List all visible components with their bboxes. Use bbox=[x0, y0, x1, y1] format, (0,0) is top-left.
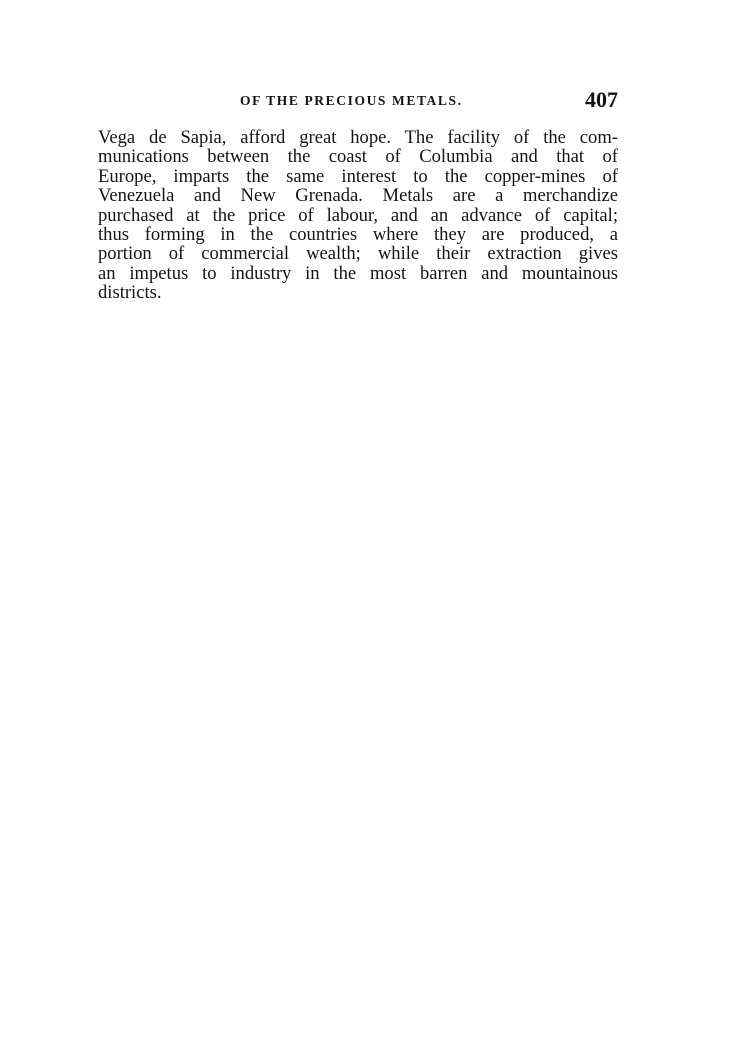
text-line: an impetus to industry in the most barren and mountainous bbox=[98, 262, 618, 284]
text-line: Venezuela and New Grenada. Metals are a merchandize bbox=[98, 185, 618, 207]
page-number: 407 bbox=[585, 87, 618, 112]
text-line: thus forming in the countries where they are produced, a bbox=[98, 224, 618, 246]
running-title: OF THE PRECIOUS METALS. bbox=[240, 93, 463, 108]
text-line: districts. bbox=[98, 282, 162, 304]
text-line: Vega de Sapia, afford great hope. The facility of the com- bbox=[98, 127, 618, 148]
text-line: Europe, imparts the same interest to the copper-mines of bbox=[98, 165, 618, 187]
text-line: portion of commercial wealth; while their extraction gives bbox=[98, 243, 618, 265]
text-line: munications between the coast of Columbia and that of bbox=[98, 146, 618, 168]
text-line: purchased at the price of labour, and an advance of capital; bbox=[98, 204, 618, 226]
body-paragraph bbox=[98, 128, 618, 303]
